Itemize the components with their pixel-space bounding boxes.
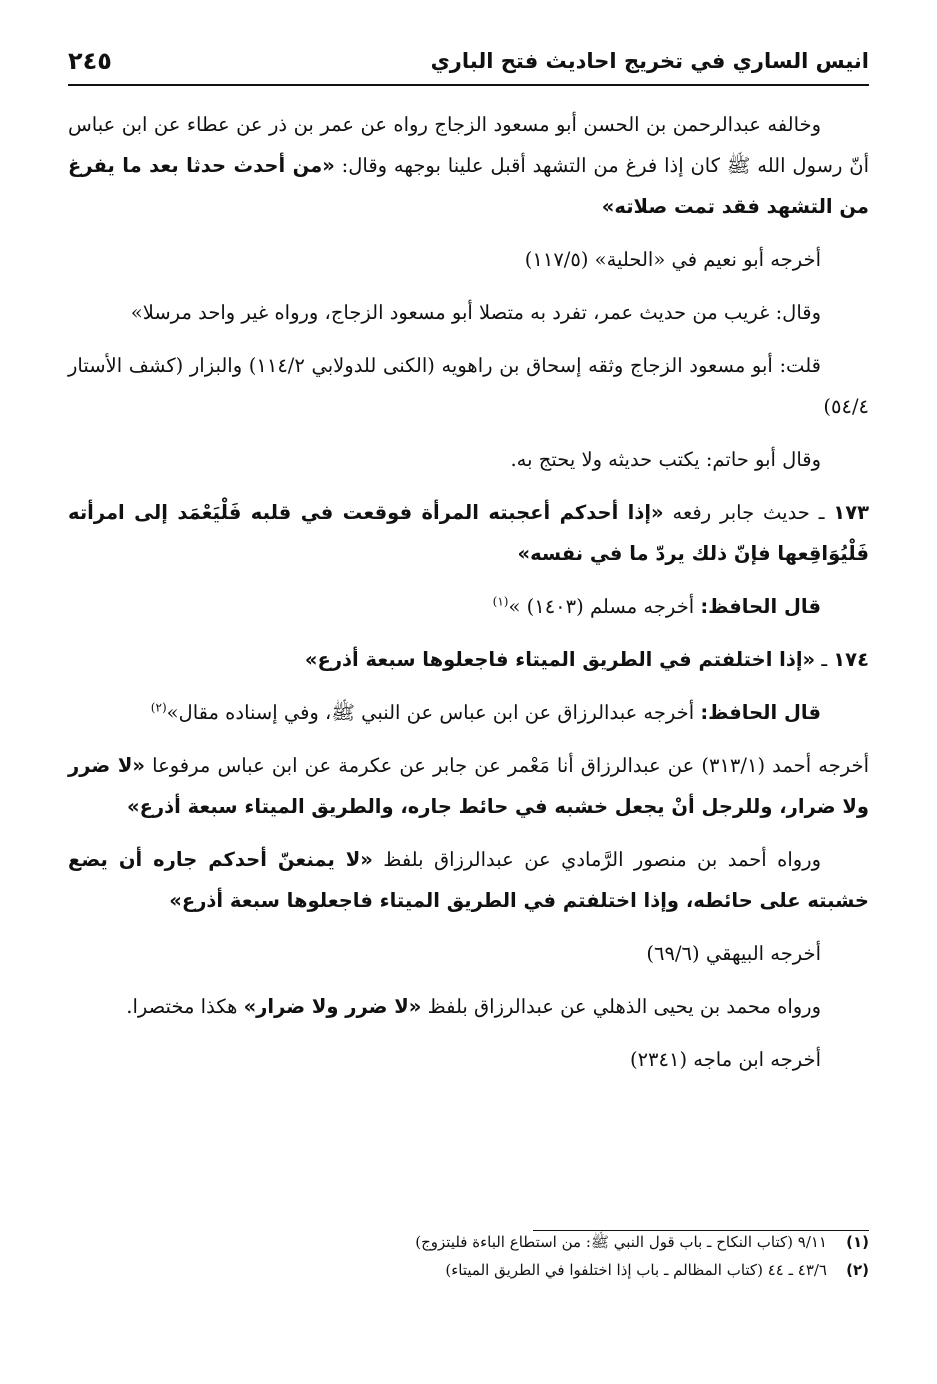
footnote (68, 1228, 869, 1256)
paragraph-tail: هكذا مختصرا. (126, 995, 244, 1018)
footnote-ref: (١) (492, 594, 509, 609)
hadith-number: ١٧٤ (833, 648, 869, 671)
page-body (68, 104, 869, 1092)
paragraph (68, 239, 869, 280)
quoted-hadith: «لا يمنعنّ أحدكم جاره أن يضع خشبته على حائطه، وإذا اختلفتم في الطريق الميتاء فاجعلوها سبعة أذرع» (68, 848, 869, 912)
footnote (68, 1256, 869, 1284)
paragraph-text: ورواه أحمد بن منصور الرَّمادي عن عبدالرزاق بلفظ (372, 848, 821, 871)
footnote-text: ٩/١١ (كتاب النكاح ـ باب قول النبي ﷺ: من استطاع الباءة فليتزوج) (415, 1233, 827, 1251)
paragraph (68, 104, 869, 227)
footnote-text: ٤٣/٦ ـ ٤٤ (كتاب المظالم ـ باب إذا اختلفوا في الطريق الميتاء) (445, 1261, 827, 1279)
hadith-matn: «إذا اختلفتم في الطريق الميتاء فاجعلوها سبعة أذرع» (304, 648, 816, 671)
paragraph-text: أخرجه ابن ماجه (٢٣٤١) (629, 1048, 821, 1071)
paragraph-text: أخرجه البيهقي (٦٩/٦) (646, 942, 821, 965)
footnote-number: (٢) (846, 1261, 869, 1279)
footnotes (68, 1228, 869, 1284)
paragraph-text: وقال أبو حاتم: يكتب حديثه ولا يحتج به. (510, 448, 821, 471)
hafiz-text: أخرجه عبدالرزاق عن ابن عباس عن النبي ﷺ، وفي إسناده مقال» (166, 701, 701, 724)
paragraph-text: ورواه محمد بن يحيى الذهلي عن عبدالرزاق بلفظ (421, 995, 821, 1018)
paragraph (68, 745, 869, 827)
quoted-hadith: «لا ضرر ولا ضرار» (243, 995, 422, 1018)
hadith-number: ١٧٣ (833, 501, 870, 524)
paragraph (68, 933, 869, 974)
paragraph (68, 345, 869, 427)
footnote-ref: (٢) (150, 700, 167, 715)
quoted-hadith: «من أحدث حدثا بعد ما يفرغ من التشهد فقد تمت صلاته» (68, 154, 869, 218)
page-number: ٢٤٥ (68, 47, 112, 75)
quoted-hadith: «لا ضرر ولا ضرار، وللرجل أنْ يجعل خشبه في حائط جاره، والطريق الميتاء سبعة أذرع» (68, 754, 869, 818)
paragraph (68, 986, 869, 1027)
paragraph (68, 839, 869, 921)
hadith-matn: «إذا أحدكم أعجبته المرأة فوقعت في قلبه فَلْيَعْمَد إلى امرأته فَلْيُوَاقِعها فإنّ ذلك يردّ ما في نفسه» (68, 501, 869, 565)
footnote-number: (١) (846, 1233, 869, 1251)
hadith-intro: حديث جابر رفعه (663, 501, 810, 524)
paragraph-text: وخالفه عبدالرحمن بن الحسن أبو مسعود الزجاج رواه عن عمر بن ذر عن عطاء عن ابن عباس أنّ رسول الله ﷺ كان إذا فرغ من التشهد أقبل علينا بوجهه وقال: (68, 113, 869, 177)
hadith-entry: ١٧٣ ـ حديث جابر رفعه «إذا أحدكم أعجبته المرأة فوقعت في قلبه فَلْيَعْمَد إلى امرأته فَلْيُوَاقِعها فإنّ ذلك يردّ ما في نفسه» (68, 501, 870, 565)
paragraph (68, 1039, 869, 1080)
hafiz-label: قال الحافظ: (700, 701, 821, 724)
hafiz-label: قال الحافظ: (700, 595, 821, 618)
hafiz-comment (68, 692, 869, 733)
paragraph-text: أخرجه أحمد (٣١٣/١) عن عبدالرزاق أنا مَعْمر عن جابر عن عكرمة عن ابن عباس مرفوعا (145, 754, 869, 777)
hadith-entry: ١٧٤ ـ «إذا اختلفتم في الطريق الميتاء فاجعلوها سبعة أذرع» (304, 648, 869, 671)
hafiz-text: أخرجه مسلم (١٤٠٣) » (508, 595, 701, 618)
paragraph (68, 292, 869, 333)
page-header (68, 38, 869, 86)
paragraph-text: قلت: أبو مسعود الزجاج وثقه إسحاق بن راهويه (الكنى للدولابي ١١٤/٢) والبزار (كشف الأستار ٥٤/٤) (68, 354, 869, 418)
paragraph-text: وقال: غريب من حديث عمر، تفرد به متصلا أبو مسعود الزجاج، ورواه غير واحد مرسلا» (130, 301, 821, 324)
paragraph (68, 439, 869, 480)
running-title: انيس الساري في تخريج احاديث فتح الباري (430, 49, 869, 73)
paragraph-text: أخرجه أبو نعيم في «الحلية» (١١٧/٥) (524, 248, 821, 271)
hafiz-comment (68, 586, 869, 627)
